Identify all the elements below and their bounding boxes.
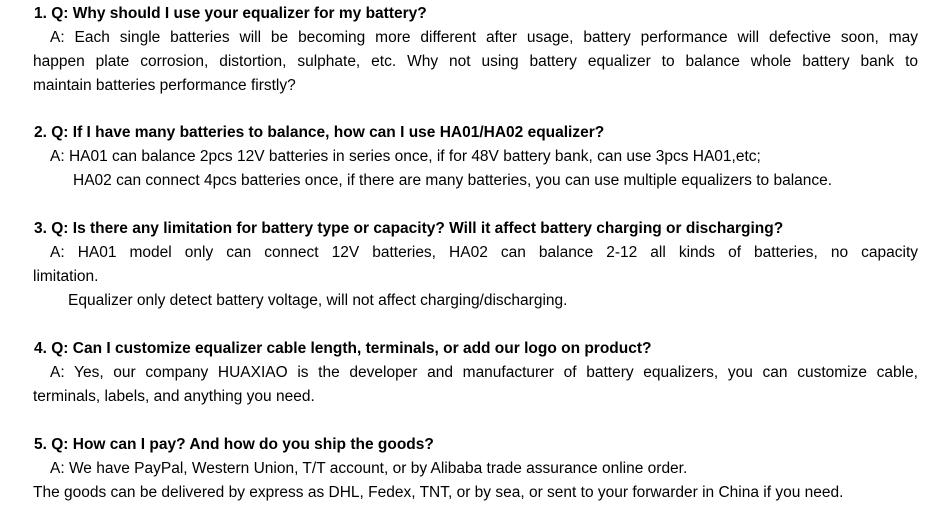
faq-question: 5. Q: How can I pay? And how do you ship the goods? [34, 436, 434, 453]
faq-question: 3. Q: Is there any limitation for battery type or capacity? Will it affect battery charging or discharging? [34, 220, 784, 237]
faq-answer-line: maintain batteries performance firstly? [33, 77, 296, 94]
faq-answer-line: The goods can be delivered by express as DHL, Fedex, TNT, or by sea, or sent to your forwarder in China if you need. [33, 484, 844, 501]
faq-answer-line: HA02 can connect 4pcs batteries once, if there are many batteries, you can use multiple equalizers to balance. [73, 172, 833, 189]
faq-question: 2. Q: If I have many batteries to balance, how can I use HA01/HA02 equalizer? [34, 124, 605, 141]
faq-question: 1. Q: Why should I use your equalizer for my battery? [34, 5, 427, 22]
faq-question: 4. Q: Can I customize equalizer cable length, terminals, or add our logo on product? [34, 340, 652, 357]
faq-answer-line: A: HA01 can balance 2pcs 12V batteries in series once, if for 48V battery bank, can use 3pcs HA01,etc; [50, 148, 761, 165]
faq-answer-line: A: HA01 model only can connect 12V batteries, HA02 can balance 2-12 all kinds of batteries, no capacity [50, 244, 918, 261]
faq-answer-line: A: Each single batteries will be becoming more different after usage, battery performance will defective soon, may [50, 29, 918, 46]
faq-answer-line: terminals, labels, and anything you need. [33, 388, 315, 405]
faq-answer-line: limitation. [33, 268, 99, 285]
faq-answer-line: Equalizer only detect battery voltage, will not affect charging/discharging. [68, 292, 568, 309]
faq-answer-line: happen plate corrosion, distortion, sulphate, etc. Why not using battery equalizer to balance whole battery bank to [33, 53, 918, 70]
faq-answer-line: A: We have PayPal, Western Union, T/T account, or by Alibaba trade assurance online order. [50, 460, 688, 477]
faq-answer-line: A: Yes, our company HUAXIAO is the developer and manufacturer of battery equalizers, you can customize cable, [50, 364, 918, 381]
